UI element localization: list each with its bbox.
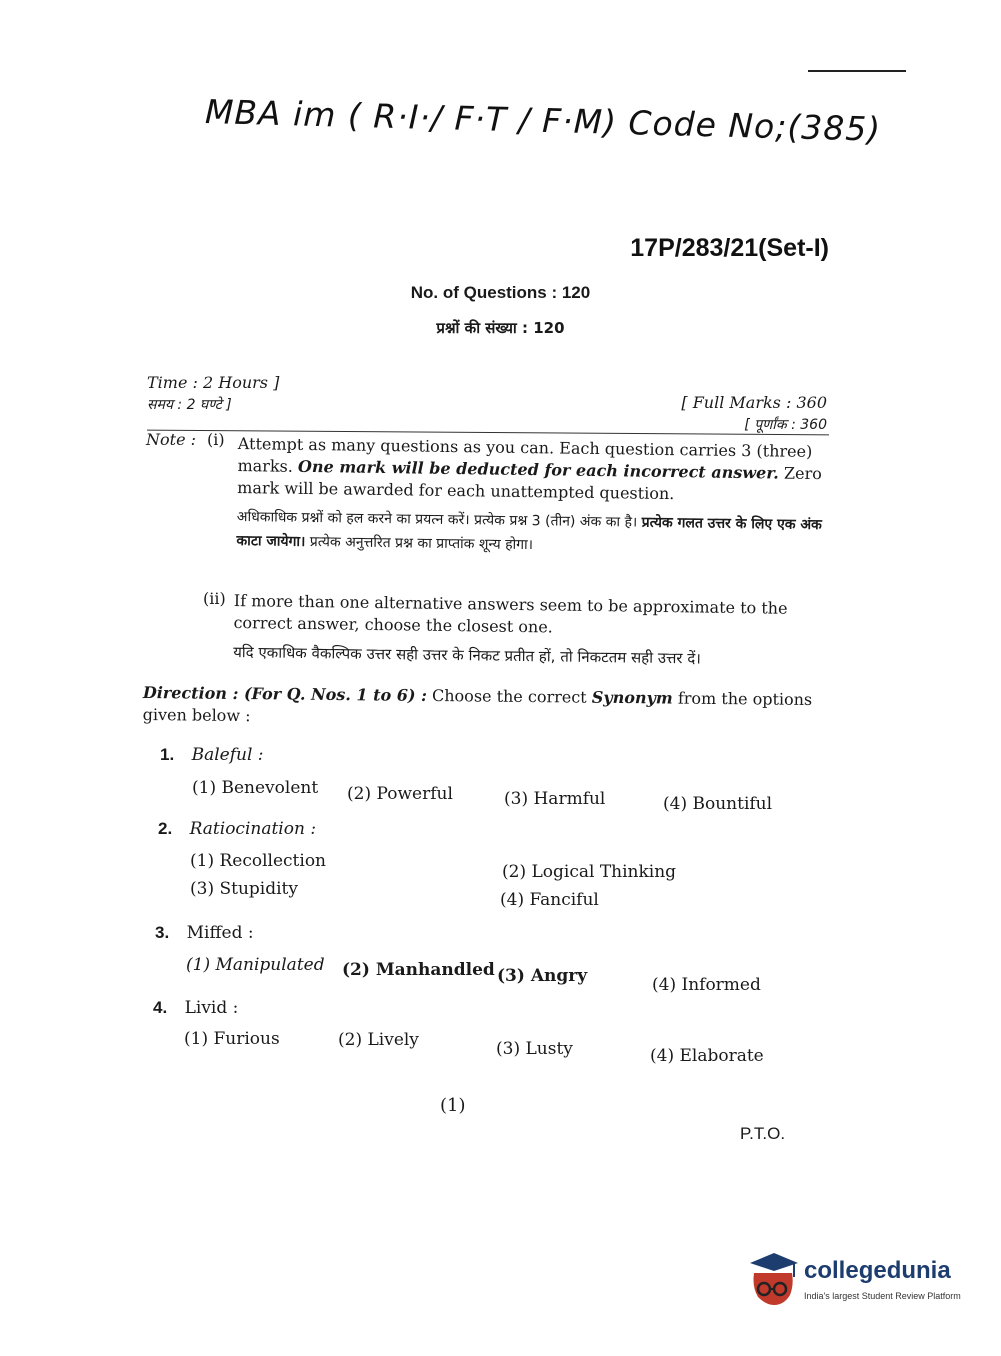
note-i-number: (i): [207, 430, 225, 449]
q4-option-4: (4) Elaborate: [650, 1046, 764, 1066]
note-ii-number: (ii): [203, 589, 226, 608]
top-rule: [808, 70, 906, 72]
note-i: [236, 433, 824, 561]
q3-option-4: (4) Informed: [652, 975, 761, 995]
q2-option-4: (4) Fanciful: [500, 890, 599, 910]
note-ii-text: If more than one alternative answers seem to be approximate to the correct answer, choose the closest one.: [233, 590, 788, 637]
direction-keyword: Synonym: [591, 687, 673, 708]
q2-option-3: (3) Stupidity: [190, 879, 298, 899]
time-hi: समय : 2 घण्टे ]: [147, 397, 232, 413]
marks-en: [ Full Marks : 360: [681, 393, 827, 412]
page-number: (1): [440, 1095, 466, 1116]
time-en: Time : 2 Hours ]: [147, 373, 280, 392]
direction: [143, 682, 813, 733]
q1-option-4: (4) Bountiful: [663, 794, 773, 814]
question-number: 2.: [158, 819, 173, 838]
time-block: [147, 372, 279, 416]
question-number: 3.: [155, 923, 170, 942]
q1-option-1: (1) Benevolent: [192, 778, 319, 798]
note-ii: [233, 590, 824, 672]
mascot-icon: [744, 1247, 800, 1309]
collegedunia-logo: [744, 1247, 974, 1317]
q4-option-3: (3) Lusty: [496, 1039, 573, 1059]
q3-option-3: (3) Angry: [497, 966, 588, 986]
question-4: [153, 998, 238, 1018]
question-3: [155, 923, 254, 943]
question-2: [158, 819, 316, 839]
q3-option-2: (2) Manhandled: [342, 960, 495, 980]
question-number: 4.: [153, 998, 168, 1017]
question-word: Ratiocination :: [189, 819, 317, 839]
note-i-text-bold: One mark will be deducted for each incorrect answer.: [297, 456, 779, 483]
marks-block: [681, 392, 827, 436]
brand-name: collegedunia: [804, 1257, 951, 1284]
question-word: Baleful :: [191, 745, 264, 765]
question-word: Miffed :: [186, 923, 254, 943]
direction-text-1: Choose the correct: [431, 686, 587, 707]
note-ii-hindi: यदि एकाधिक वैकल्पिक उत्तर सही उत्तर के निकट प्रतीत हों, तो निकटतम सही उत्तर दें।: [233, 642, 702, 668]
note-i-text-2: Zero mark will be awarded for each unattempted question.: [237, 463, 822, 504]
q2-option-1: (1) Recollection: [190, 851, 327, 871]
marks-hi: [ पूर्णांक : 360: [744, 417, 827, 433]
direction-text-2: from the options given below :: [142, 688, 813, 726]
handwritten-title: MBA im ( R·I·/ F·T / F·M) Code No;(385): [204, 92, 882, 149]
q1-option-2: (2) Powerful: [347, 784, 453, 804]
note-i-hindi-1: अधिकाधिक प्रश्नों को हल करने का प्रयत्न करें। प्रत्येक प्रश्न 3 (तीन) अंक का है।: [236, 508, 638, 531]
note-label: Note :: [146, 430, 197, 449]
q4-option-1: (1) Furious: [184, 1029, 280, 1049]
note-i-hindi-2: प्रत्येक अनुत्तरित प्रश्न का प्राप्तांक शून्य होगा।: [309, 534, 534, 554]
q1-option-3: (3) Harmful: [504, 789, 606, 809]
question-number: 1.: [160, 745, 175, 764]
questions-count-en: No. of Questions : 120: [410, 283, 591, 302]
q2-option-2: (2) Logical Thinking: [502, 862, 677, 882]
note-i-hindi: [236, 505, 823, 561]
paper-code: 17P/283/21(Set-I): [630, 234, 829, 262]
direction-label: Direction : (For Q. Nos. 1 to 6) :: [142, 682, 428, 705]
question-1: [160, 745, 264, 765]
question-word: Livid :: [184, 998, 239, 1018]
q4-option-2: (2) Lively: [338, 1030, 419, 1050]
q3-option-1: (1) Manipulated: [186, 955, 325, 975]
questions-count-hi: प्रश्नों की संख्या : 120: [436, 319, 565, 337]
brand-tagline: India's largest Student Review Platform: [804, 1291, 961, 1301]
note-i-text-1: Attempt as many questions as you can. Each question carries 3 (three) marks.: [237, 433, 813, 476]
pto-label: P.T.O.: [740, 1124, 786, 1143]
note-i-hindi-bold: प्रत्येक गलत उत्तर के लिए एक अंक काटा जायेगा।: [236, 514, 822, 550]
